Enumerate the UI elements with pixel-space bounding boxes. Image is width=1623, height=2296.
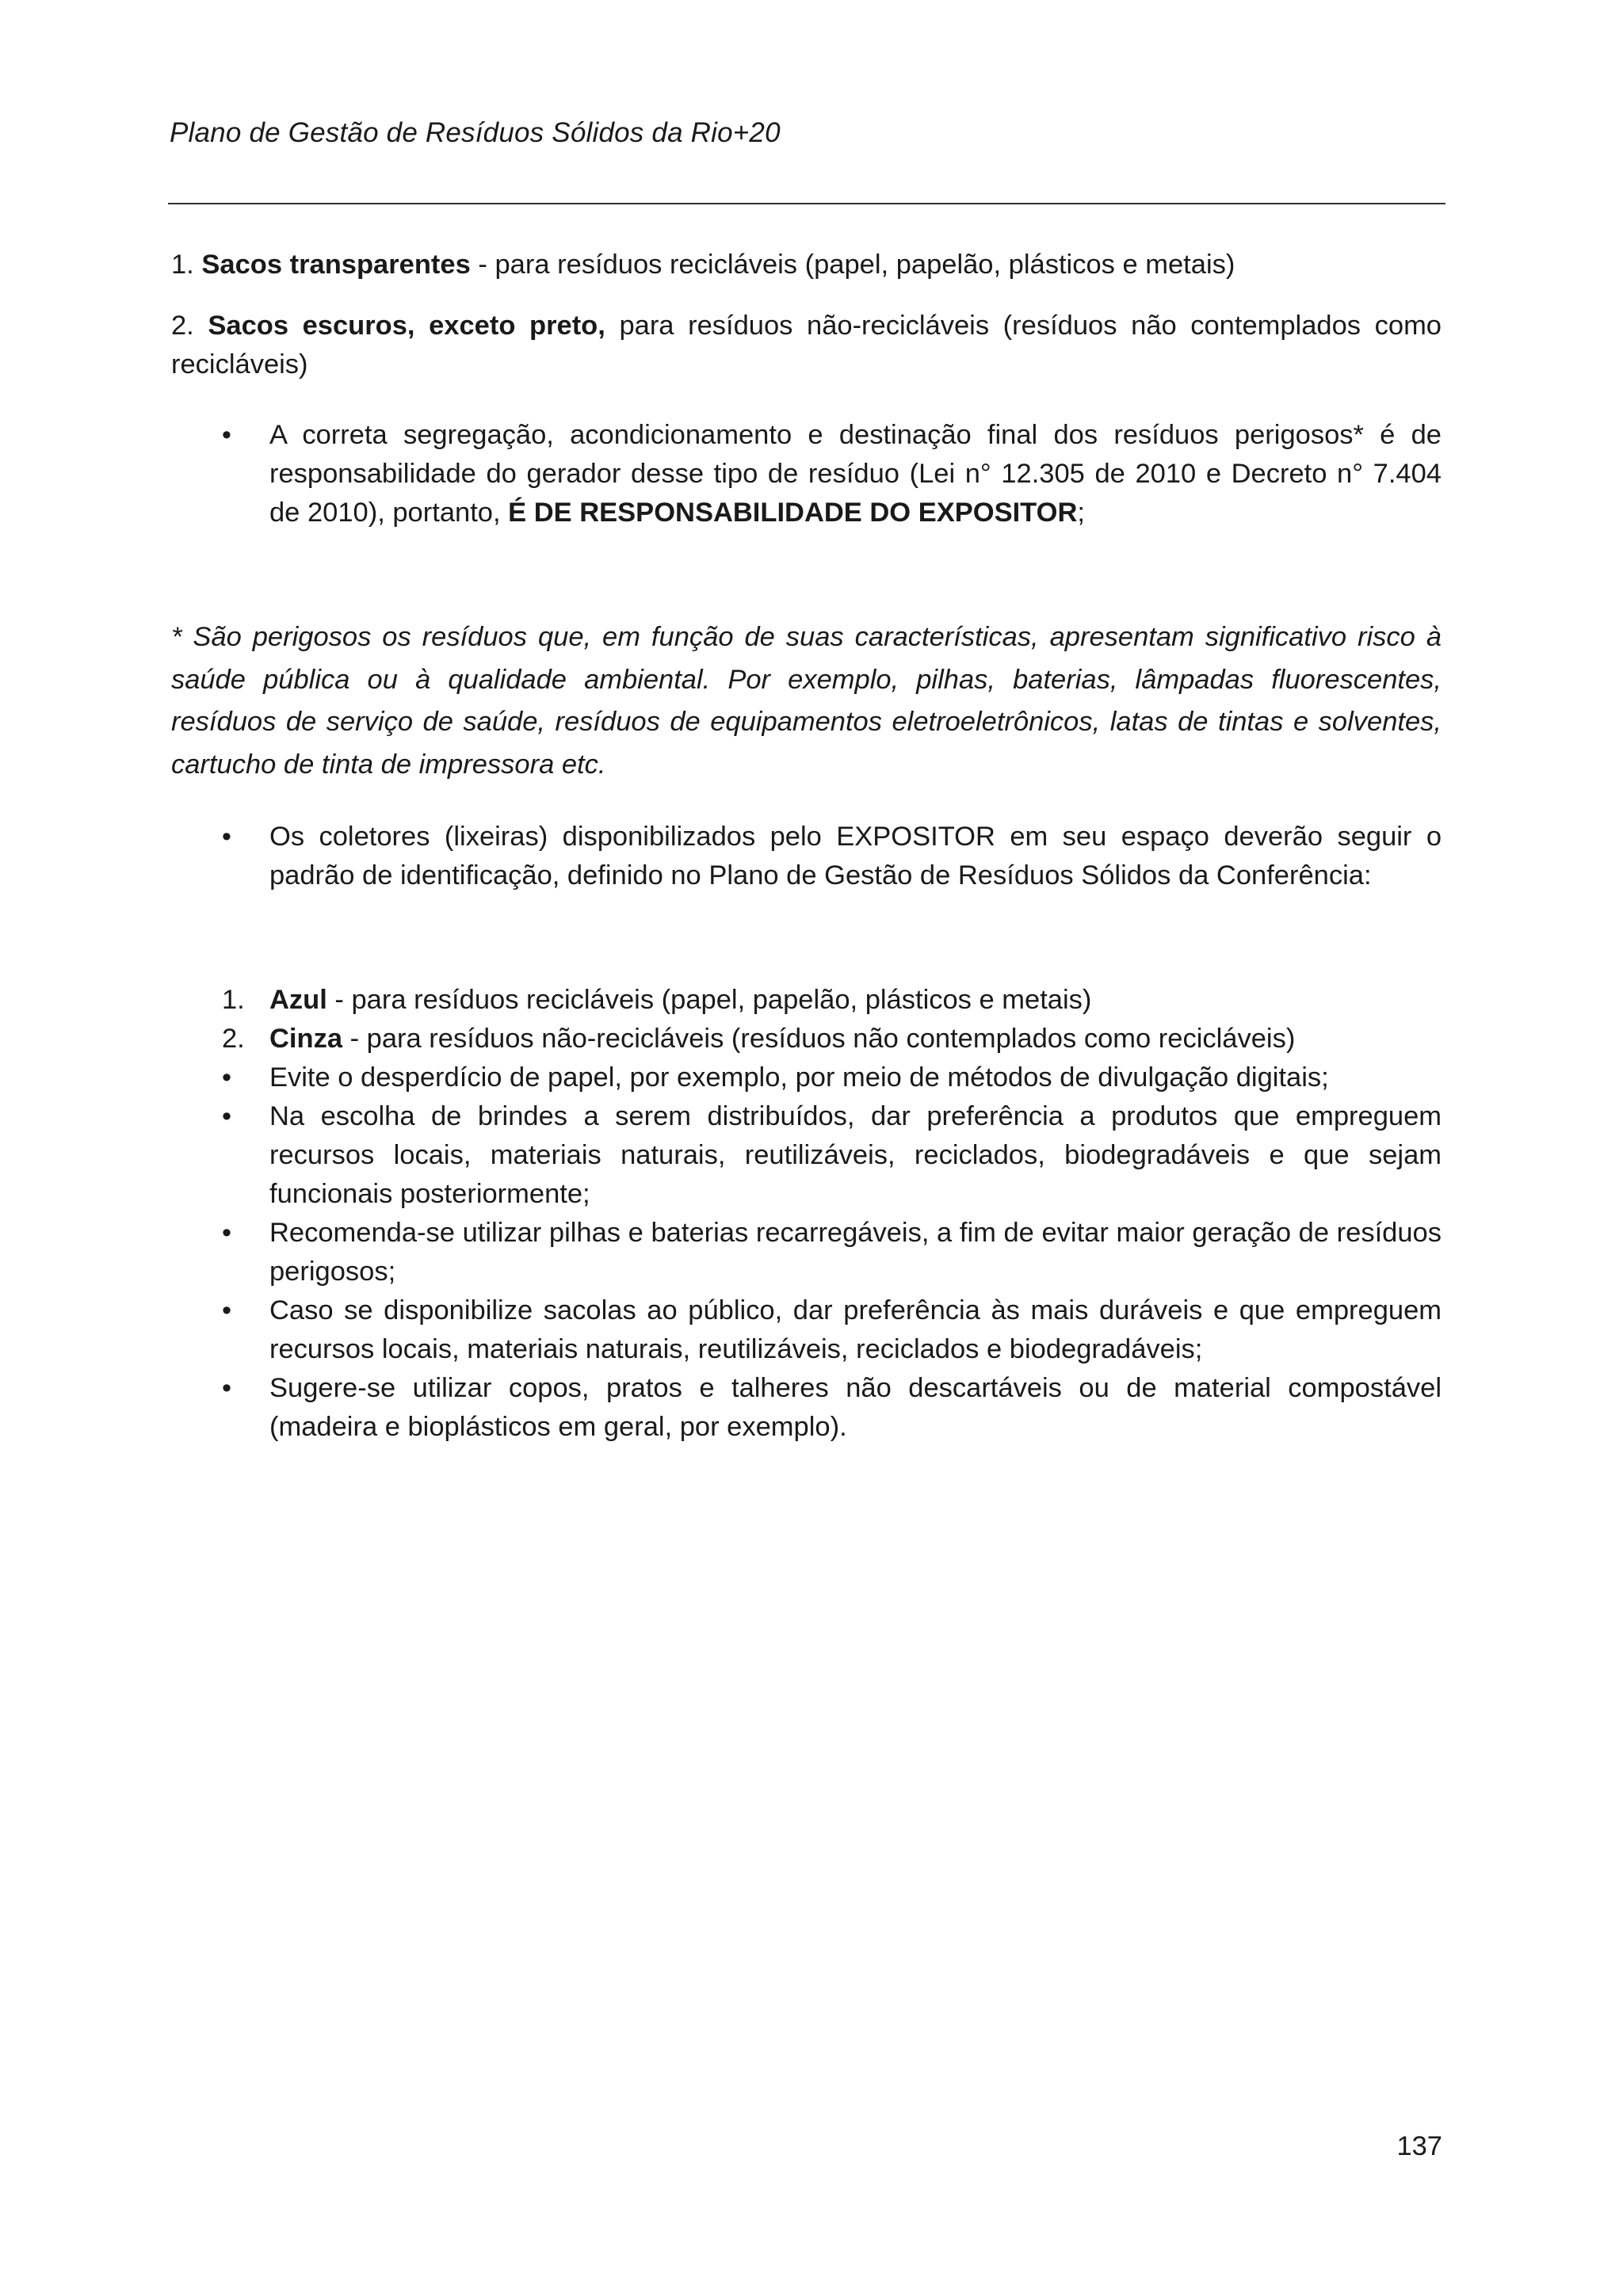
item-text: para resíduos não-recicláveis (resíduos não contemplados como recicláveis): [171, 311, 1442, 379]
list-item-paper: [171, 1058, 1442, 1097]
item-number: 1.: [171, 250, 194, 280]
list-text: Sugere-se utilizar copos, pratos e talheres não descartáveis ou de material compostável (madeira e bioplásticos em geral, por exemplo).: [269, 1373, 1442, 1442]
list-text: Caso se disponibilize sacolas ao público, dar preferência às mais duráveis e que empreguem recursos locais, materiais naturais, reutilizáveis, reciclados e biodegradáveis;: [269, 1295, 1442, 1364]
guidelines-list: [171, 981, 1442, 1447]
bullet-icon: •: [222, 420, 231, 450]
hazard-footnote: * São perigosos os resíduos que, em função de suas características, apresentam significativo risco à saúde pública ou à qualidade ambiental. Por exemplo, pilhas, baterias, lâmpadas fluorescentes, resíduos de serviço de saúde, resíduos de equipamentos eletroeletrônicos, latas de tintas e solventes, cartucho de tinta de impressora etc.: [171, 622, 1442, 780]
bag-item-transparent: [171, 246, 1442, 284]
item-bold-label: Sacos transparentes: [201, 250, 471, 280]
bullet-icon: •: [222, 1218, 232, 1248]
list-item-cinza: [171, 1020, 1442, 1058]
list-text: Evite o desperdício de papel, por exemplo, por meio de métodos de divulgação digitais;: [269, 1062, 1329, 1093]
list-text: - para resíduos recicláveis (papel, papelão, plásticos e metais): [327, 985, 1092, 1015]
list-bold-label: Azul: [269, 985, 327, 1015]
list-item-azul: [171, 981, 1442, 1020]
bag-item-dark: [171, 307, 1442, 384]
bullet-end: ;: [1077, 498, 1085, 528]
running-header: Plano de Gestão de Resíduos Sólidos da Rio+20: [170, 117, 781, 148]
list-marker: 1.: [222, 985, 245, 1015]
page-content: [171, 246, 1442, 1447]
bullet-icon: •: [222, 1295, 232, 1325]
list-item-cutlery: [171, 1369, 1442, 1447]
list-item-gifts: [171, 1097, 1442, 1214]
list-text: Na escolha de brindes a serem distribuídos, dar preferência a produtos que empreguem recursos locais, materiais naturais, reutilizáveis, reciclados, biodegradáveis e que sejam funcionais posteriormente;: [269, 1101, 1442, 1209]
bullet-text: A correta segregação, acondicionamento e destinação final dos resíduos perigosos* é de responsabilidade do gerador desse tipo de resíduo (Lei n° 12.305 de 2010 e Decreto n° 7.404 de 2010), portanto,: [269, 420, 1442, 528]
list-item-batteries: [171, 1214, 1442, 1291]
bullet-icon: •: [222, 1062, 232, 1093]
bullet-hazardous-waste: [171, 416, 1442, 532]
bullet-text: Os coletores (lixeiras) disponibilizados pelo EXPOSITOR em seu espaço deverão seguir o padrão de identificação, definido no Plano de Gestão de Resíduos Sólidos da Conferência:: [269, 822, 1442, 891]
item-bold-label: Sacos escuros, exceto preto,: [208, 311, 605, 341]
list-item-bags: [171, 1291, 1442, 1369]
bullet-icon: •: [222, 1101, 232, 1131]
list-text: - para resíduos não-recicláveis (resíduos não contemplados como recicláveis): [342, 1024, 1296, 1054]
bullet-collectors: [171, 818, 1442, 895]
list-bold-label: Cinza: [269, 1024, 343, 1054]
bullet-icon: •: [222, 1373, 232, 1403]
list-marker: 2.: [222, 1024, 245, 1054]
bullet-icon: •: [222, 822, 231, 852]
bullet-bold-text: É DE RESPONSABILIDADE DO EXPOSITOR: [508, 498, 1078, 528]
page-number: 137: [1396, 2131, 1442, 2161]
header-rule: [168, 203, 1445, 204]
item-number: 2.: [171, 311, 194, 341]
item-text: - para resíduos recicláveis (papel, papelão, plásticos e metais): [470, 250, 1235, 280]
list-text: Recomenda-se utilizar pilhas e baterias recarregáveis, a fim de evitar maior geração de resíduos perigosos;: [269, 1218, 1442, 1287]
